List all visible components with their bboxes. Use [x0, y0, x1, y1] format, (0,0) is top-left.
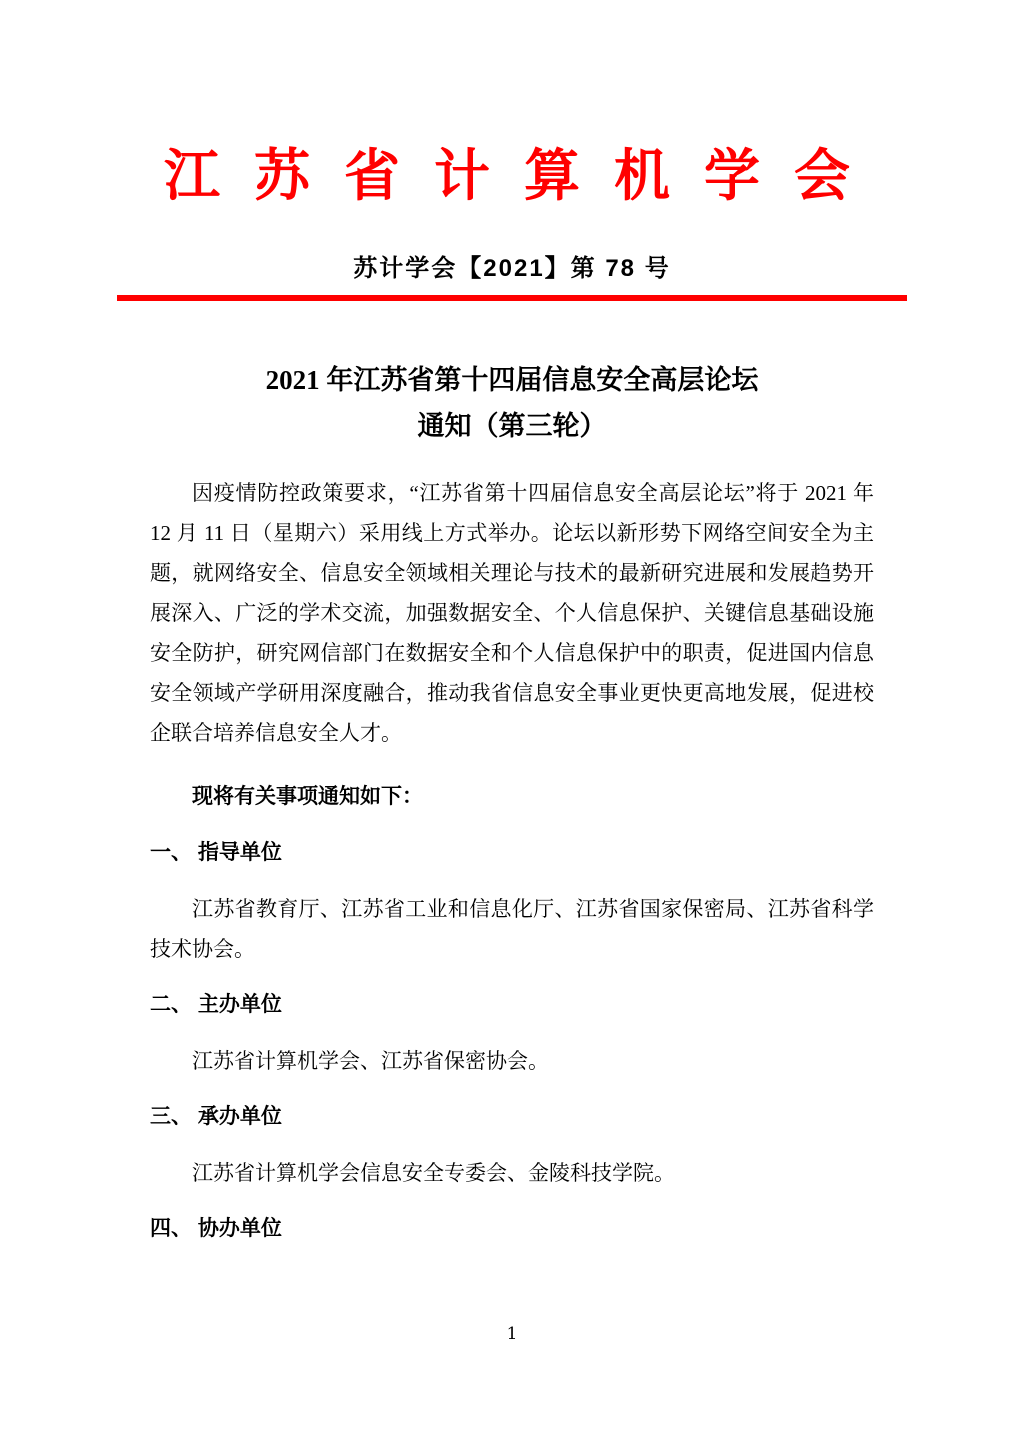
section-3-body: 江苏省计算机学会信息安全专委会、金陵科技学院。	[192, 1161, 675, 1185]
section-1-heading: 一、 指导单位	[150, 841, 282, 864]
document-header	[150, 142, 874, 301]
notice-lead: 现将有关事项通知如下：	[192, 785, 423, 808]
section-3-heading: 三、 承办单位	[150, 1105, 282, 1128]
section-2-body: 江苏省计算机学会、江苏省保密协会。	[192, 1049, 549, 1073]
section-1-body: 江苏省教育厅、江苏省工业和信息化厅、江苏省国家保密局、江苏省科学技术协会。	[150, 897, 874, 961]
doc-number: 苏计学会【2021】第 78 号	[353, 255, 671, 282]
section-2-heading: 二、 主办单位	[150, 993, 282, 1016]
section-4-heading: 四、 协办单位	[150, 1217, 282, 1240]
red-divider	[117, 295, 907, 301]
notice-title-line2: 通知（第三轮）	[417, 411, 607, 441]
notice-title-block	[150, 357, 874, 449]
notice-title-line1: 2021 年江苏省第十四届信息安全高层论坛	[265, 365, 759, 395]
page-number: 1	[506, 1324, 518, 1344]
intro-paragraph: 因疫情防控政策要求，“江苏省第十四届信息安全高层论坛”将于 2021 年 12 月 11 日（星期六）采用线上方式举办。论坛以新形势下网络空间安全为主题，就网络安全、信息安全领域相关理论与技术的最新研究进展和发展趋势开展深入、广泛的学术交流，加强数据安全、个人信息保护、关键信息基础设施安全防护，研究网信部门在数据安全和个人信息保护中的职责，促进国内信息安全领域产学研用深度融合，推动我省信息安全事业更快更高地发展，促进校企联合培养信息安全人才。	[150, 481, 874, 745]
org-title: 江 苏 省 计 算 机 学 会	[164, 146, 860, 208]
document-body	[150, 357, 874, 1249]
